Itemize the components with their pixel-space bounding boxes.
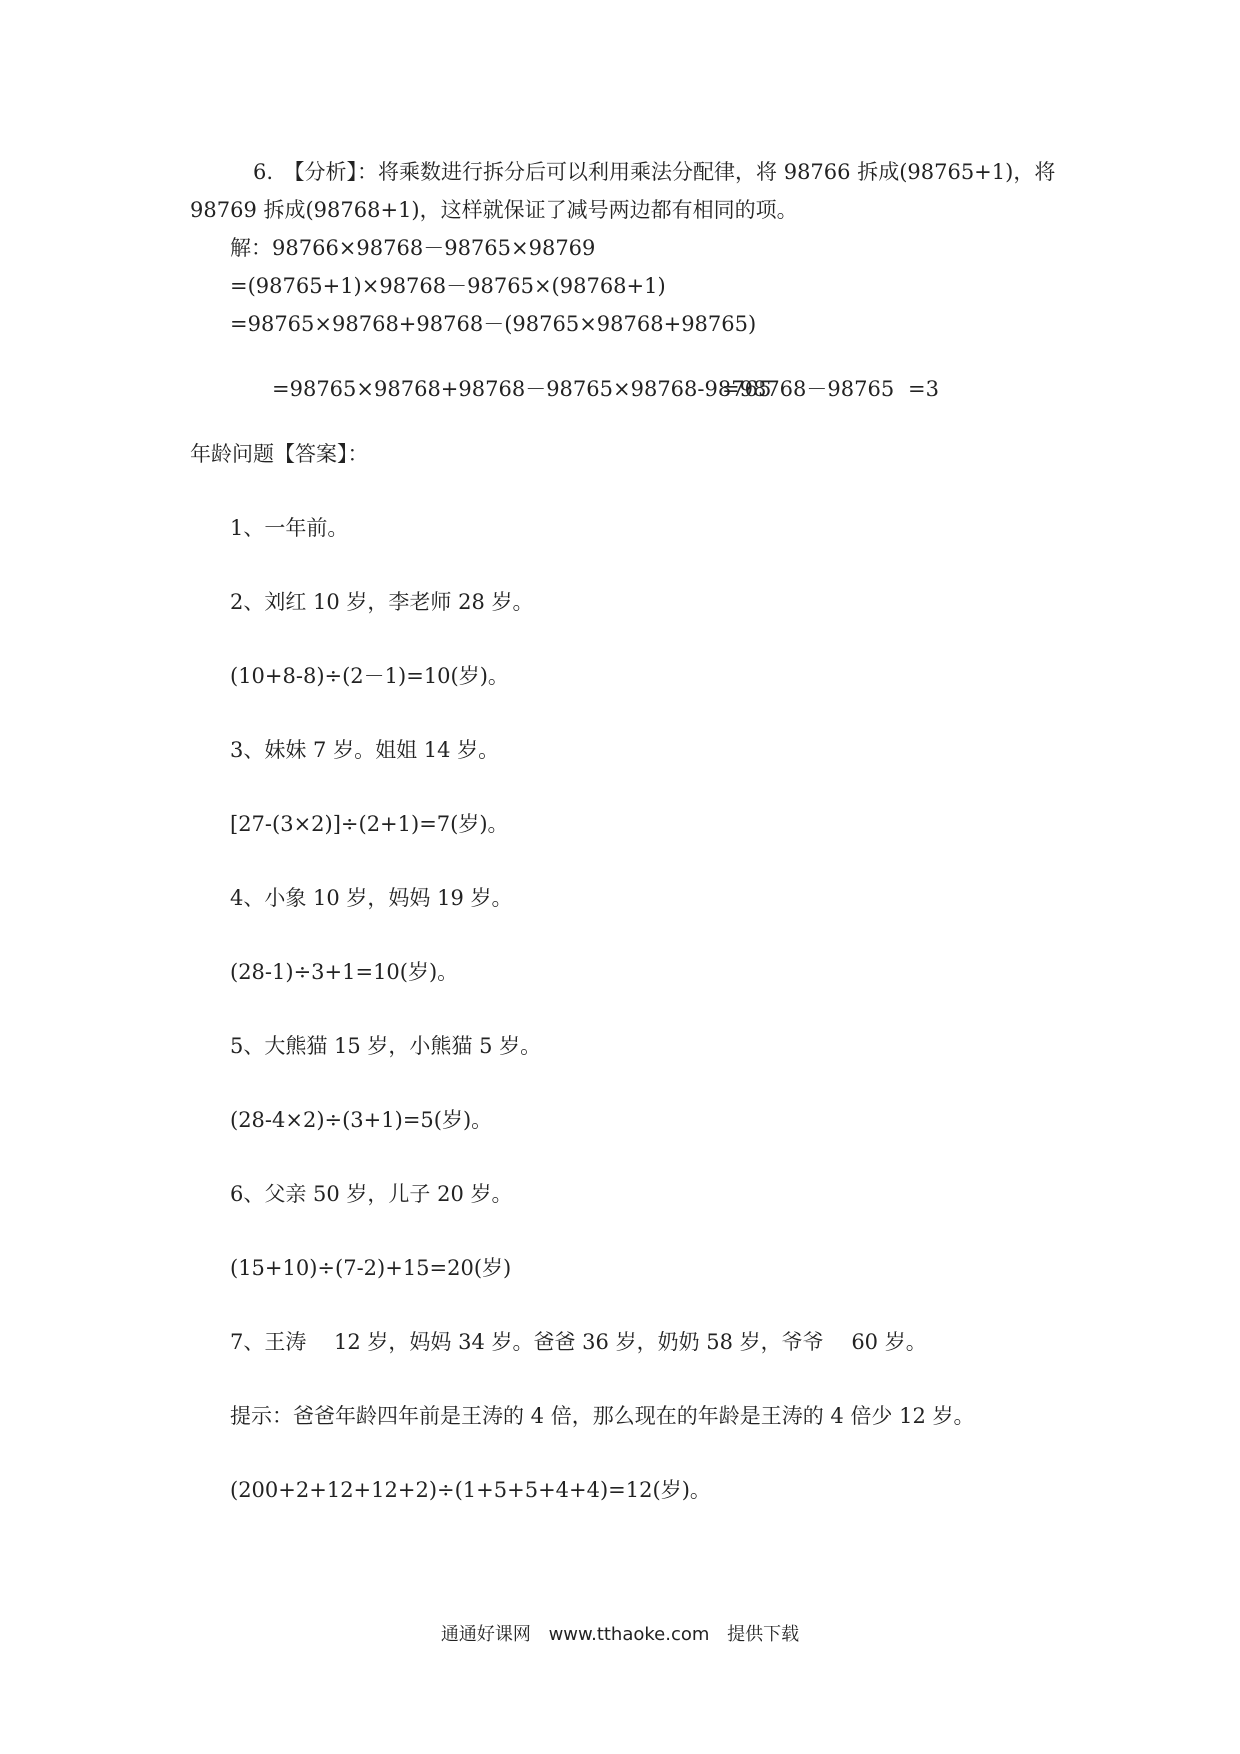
solution-line-3: =98765×98768+98768－(98765×98768+98765) <box>230 312 757 336</box>
answer-line: 4、小象 10 岁，妈妈 19 岁。 <box>230 886 513 910</box>
answer-line: 3、妹妹 7 岁。姐姐 14 岁。 <box>230 738 500 762</box>
answer-line: [27-(3×2)]÷(2+1)=7(岁)。 <box>230 812 509 836</box>
footer-suffix: 提供下载 <box>727 1624 800 1645</box>
analysis-line-1: 6. 【分析】：将乘数进行拆分后可以利用乘法分配律，将 98766 拆成(98765+1)，将 <box>253 160 1056 184</box>
answer-line: 6、父亲 50 岁，儿子 20 岁。 <box>230 1182 513 1206</box>
answer-line: 1、一年前。 <box>230 516 349 540</box>
solution-line-4b: =98768－98765 <box>722 377 895 401</box>
solution-line-1: 解：98766×98768－98765×98769 <box>230 236 596 260</box>
answer-line: (28-4×2)÷(3+1)=5(岁)。 <box>230 1108 493 1132</box>
answer-line: 2、刘红 10 岁，李老师 28 岁。 <box>230 590 534 614</box>
answer-line: (28-1)÷3+1=10(岁)。 <box>230 960 459 984</box>
analysis-line-2: 98769 拆成(98768+1)，这样就保证了减号两边都有相同的项。 <box>190 198 798 222</box>
answer-line: (15+10)÷(7-2)+15=20(岁) <box>230 1256 512 1280</box>
answer-line: 5、大熊猫 15 岁，小熊猫 5 岁。 <box>230 1034 542 1058</box>
footer-url: www.tthaoke.com <box>548 1624 710 1645</box>
solution-line-4a: =98765×98768+98768－98765×98768-98765 <box>272 377 772 401</box>
footer-site-name: 通通好课网 <box>440 1624 531 1645</box>
solution-line-2: =(98765+1)×98768－98765×(98768+1) <box>230 274 666 298</box>
answer-line: 7、王涛 12 岁，妈妈 34 岁。爸爸 36 岁，奶奶 58 岁，爷爷 60 岁。 <box>230 1330 927 1354</box>
answer-line: (200+2+12+12+2)÷(1+5+5+4+4)=12(岁)。 <box>230 1478 711 1502</box>
section-heading: 年龄问题【答案】： <box>190 442 369 466</box>
hint-line: 提示：爸爸年龄四年前是王涛的 4 倍，那么现在的年龄是王涛的 4 倍少 12 岁。 <box>230 1404 975 1428</box>
solution-line-4c: =3 <box>908 377 939 401</box>
answer-line: (10+8-8)÷(2－1)=10(岁)。 <box>230 664 509 688</box>
page-footer <box>0 1623 1240 1647</box>
